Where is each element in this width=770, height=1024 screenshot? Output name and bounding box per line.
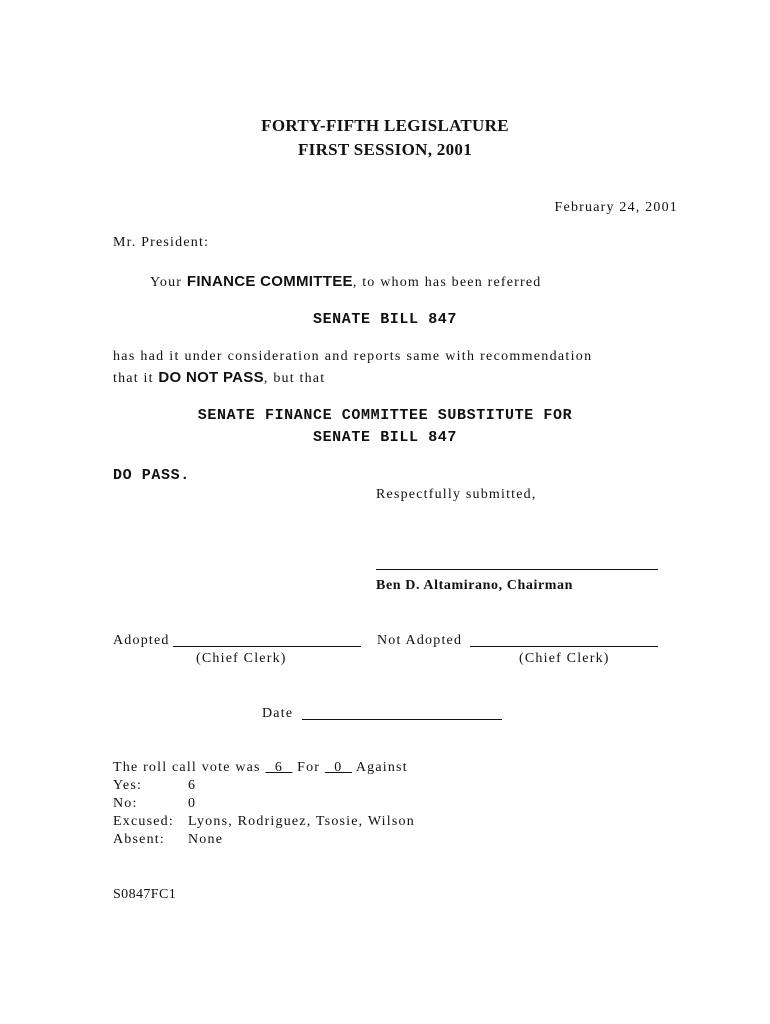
vote-row-value: 6 — [188, 778, 197, 793]
report-date: February 24, 2001 — [554, 200, 678, 215]
intro-line — [150, 273, 541, 291]
closing: Respectfully submitted, — [376, 487, 537, 502]
intro-lead: Your — [150, 275, 187, 290]
not-adopted-label: Not Adopted — [377, 633, 463, 648]
adopted-label: Adopted — [113, 633, 170, 648]
for-count: 6 — [274, 760, 284, 775]
substitute-bill: SENATE BILL 847 — [312, 429, 458, 446]
do-pass: DO PASS. — [113, 467, 190, 484]
document-id: S0847FC1 — [113, 887, 177, 902]
committee-name: FINANCE COMMITTEE — [186, 273, 353, 290]
report-line-2-lead: that it — [113, 371, 159, 386]
report-line-2-rest: , but that — [263, 371, 326, 386]
legislature-title: FORTY-FIFTH LEGISLATURE — [261, 116, 509, 135]
against-label: Against — [355, 760, 408, 775]
vote-row-label: Excused: — [113, 814, 174, 829]
vote-row-value: Lyons, Rodriguez, Tsosie, Wilson — [188, 814, 415, 829]
date-label: Date — [262, 706, 294, 721]
intro-rest: , to whom has been referred — [352, 275, 542, 290]
recommendation: DO NOT PASS — [158, 369, 264, 386]
against-count: 0 — [334, 760, 343, 775]
report-line-2 — [113, 369, 325, 387]
not-adopted-clerk-label: (Chief Clerk) — [519, 651, 610, 666]
vote-row-value: None — [188, 832, 224, 847]
adopted-line — [173, 646, 361, 647]
vote-row-value: 0 — [188, 796, 197, 811]
substitute-title: SENATE FINANCE COMMITTEE SUBSTITUTE FOR — [197, 407, 573, 424]
bill-title: SENATE BILL 847 — [312, 311, 458, 328]
signer-name: Ben D. Altamirano, Chairman — [376, 578, 574, 593]
for-label: For — [297, 760, 321, 775]
vote-row-label: Absent: — [113, 832, 165, 847]
roll-call-line — [113, 760, 408, 776]
vote-row-label: No: — [113, 796, 138, 811]
roll-call-lead: The roll call vote was — [113, 760, 261, 775]
salutation: Mr. President: — [113, 235, 210, 250]
report-line-1: has had it under consideration and reports same with recommendation — [113, 349, 593, 364]
session-title: FIRST SESSION, 2001 — [297, 140, 473, 159]
vote-row-label: Yes: — [113, 778, 143, 793]
signature-line — [376, 569, 658, 570]
adopted-clerk-label: (Chief Clerk) — [196, 651, 287, 666]
not-adopted-line — [470, 646, 658, 647]
date-line — [302, 719, 502, 720]
